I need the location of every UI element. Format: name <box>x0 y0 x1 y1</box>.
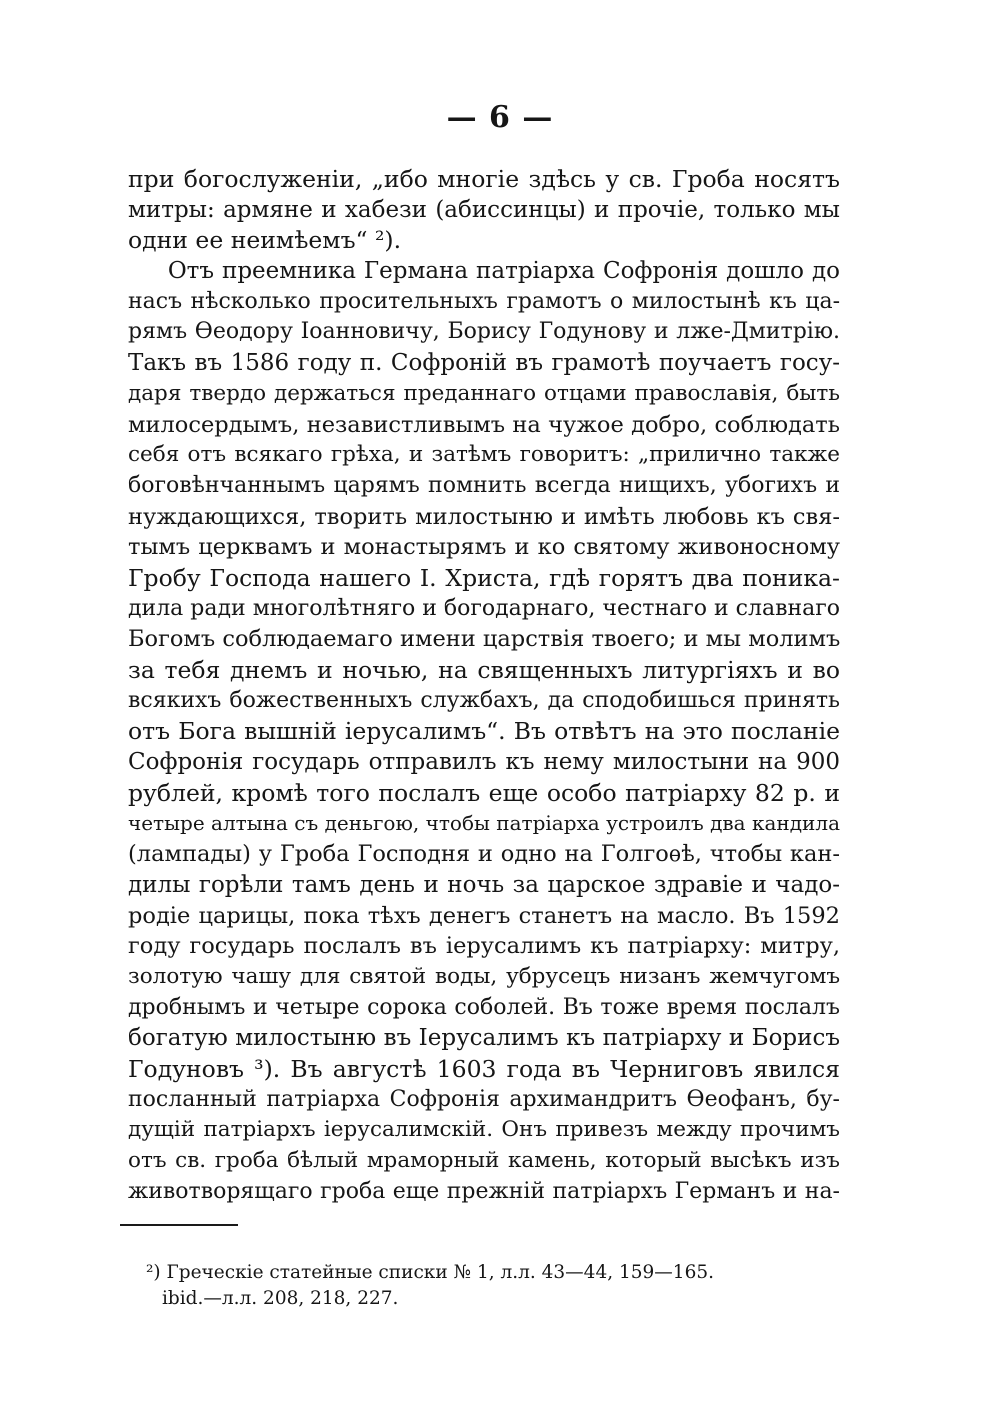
footnote-divider <box>120 1224 238 1226</box>
text-line: Такъ въ 1586 году п. Софроній въ грамотѣ поучаетъ госу- <box>128 350 840 377</box>
text-line: дробнымъ и четыре сорока соболей. Въ тоже время послалъ <box>128 994 840 1020</box>
text-line: рямъ Ѳеодору Іоанновичу, Борису Годунову и лже-Дмитрію. <box>128 319 840 345</box>
footnotes <box>146 1260 846 1312</box>
text-line: за тебя днемъ и ночью, на священныхъ литургіяхъ и во <box>128 656 840 684</box>
text-line: Богомъ соблюдаемаго имени царствія твоего; и мы молимъ <box>128 626 841 653</box>
text-line: отъ св. гроба бѣлый мраморный камень, который высѣкъ изъ <box>128 1148 840 1173</box>
text-line: рублей, кромѣ того послалъ еще особо патріарху 82 р. и <box>128 778 840 807</box>
page-number: — 6 — <box>446 100 554 135</box>
text-line: Софронія государь отправилъ къ нему милостыни на 900 <box>128 749 840 776</box>
text-line: дущій патріархъ іерусалимскій. Онъ привезъ между прочимъ <box>128 1117 840 1143</box>
text-line: боговѣнчаннымъ царямъ помнить всегда нищихъ, убогихъ и <box>128 472 840 498</box>
text-line: Отъ преемника Германа патріарха Софронія дошло до <box>128 258 840 285</box>
text-line: отъ Бога вышній іерусалимъ“. Въ отвѣтъ на это посланіе <box>128 717 840 746</box>
text-line: себя отъ всякаго грѣха, и затѣмъ говоритъ: „прилично также <box>128 442 840 468</box>
text-line: Годуновъ ³). Въ августѣ 1603 года въ Черниговъ явился <box>128 1054 840 1083</box>
text-line: четыре алтына съ деньгою, чтобы патріарха устроилъ два кандила <box>128 811 840 836</box>
text-line: животворящаго гроба еще прежній патріархъ Германъ и на- <box>128 1178 840 1204</box>
text-line: дилы горѣли тамъ день и ночь за царское здравіе и чадо- <box>128 871 840 898</box>
text-line: митры: армяне и хабези (абиссинцы) и прочіе, только мы <box>128 196 840 223</box>
body-text <box>128 164 840 1207</box>
text-line: тымъ церквамъ и монастырямъ и ко святому живоносному <box>128 534 840 561</box>
text-line: золотую чашу для святой воды, убрусецъ низанъ жемчугомъ <box>128 963 840 989</box>
text-line: родіе царицы, пока тѣхъ денегъ станетъ на масло. Въ 1592 <box>128 902 840 929</box>
text-line: Гробу Господа нашего І. Христа, гдѣ горятъ два поника- <box>128 563 840 592</box>
footnote-2: ²) Греческіе статейные списки № 1, л.л. 43—44, 159—165. <box>146 1262 714 1283</box>
footnote-2-continued: ibid.—л.л. 208, 218, 227. <box>162 1288 399 1309</box>
text-line: одни ее неимѣемъ“ ²). <box>128 226 402 255</box>
text-line: милосердымъ, независтливымъ на чужое добро, соблюдать <box>128 411 840 438</box>
text-line: посланный патріарха Софронія архимандритъ Ѳеофанъ, бу- <box>128 1086 840 1112</box>
text-line: году государь послалъ въ іерусалимъ къ патріарху: митру, <box>128 933 840 960</box>
text-line: (лампады) у Гроба Господня и одно на Голгоѳѣ, чтобы кан- <box>128 841 840 868</box>
text-line: дила ради многолѣтняго и богодарнаго, честнаго и славнаго <box>128 595 841 621</box>
text-line: всякихъ божественныхъ службахъ, да сподобишься принять <box>128 687 840 713</box>
text-line: богатую милостыню въ Іерусалимъ къ патріарху и Борисъ <box>128 1025 840 1052</box>
text-line: при богослуженіи, „ибо многіе здѣсь у св. Гроба носятъ <box>128 165 840 193</box>
text-line: насъ нѣсколько просительныхъ грамотъ о милостынѣ къ ца- <box>128 288 840 314</box>
text-line: даря твердо держаться преданнаго отцами православія, быть <box>128 380 840 406</box>
text-line: нуждающихся, творить милостыню и имѣть любовь къ свя- <box>128 503 840 530</box>
